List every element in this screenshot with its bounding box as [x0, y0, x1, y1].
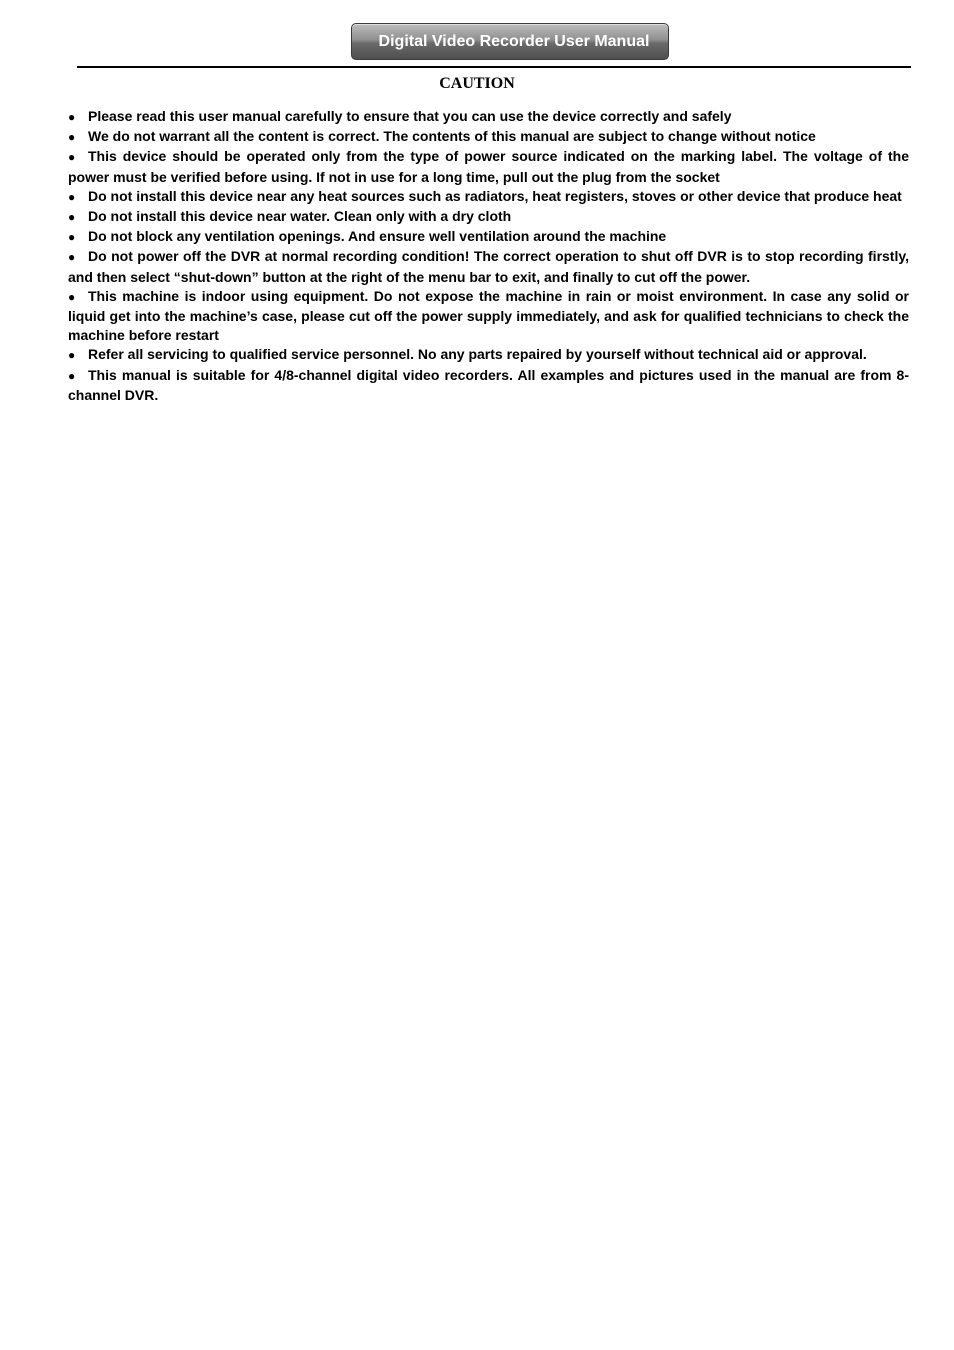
header-divider	[77, 66, 911, 68]
caution-item	[68, 107, 909, 127]
bullet-icon: ●	[68, 230, 76, 245]
caution-item-text: Do not install this device near water. Clean only with a dry cloth	[88, 208, 512, 225]
caution-list	[68, 107, 909, 405]
bullet-icon: ●	[68, 210, 76, 225]
caution-item-text: Do not install this device near any heat sources such as radiators, heat registers, stoves or other device that produce heat	[88, 187, 902, 204]
caution-item-text: This manual is suitable for 4/8-channel digital video recorders. All examples and pictures used in the manual are from 8-channel DVR.	[68, 366, 909, 403]
bullet-icon: ●	[68, 110, 76, 124]
caution-item-text: Do not power off the DVR at normal recording condition! The correct operation to shut off DVR is to stop recording firstly, and then select “shut-down” button at the right of the menu bar to exit, and finally to cut off the power.	[68, 248, 909, 285]
bullet-icon: ●	[68, 289, 76, 304]
caution-item-text: Refer all servicing to qualified service personnel. No any parts repaired by yourself without technical aid or approval.	[88, 346, 867, 363]
caution-item	[68, 127, 909, 147]
caution-item-text: This device should be operated only from the type of power source indicated on the marking label. The voltage of the power must be verified before using. If not in use for a long time, pull out the plug from the socket	[68, 148, 909, 185]
caution-item-text: This machine is indoor using equipment. Do not expose the machine in rain or moist environment. In case any solid or liquid get into the machine’s case, please cut off the power supply immediately, and ask for qualified technicians to check the machine before restart	[68, 287, 909, 344]
caution-item-text: We do not warrant all the content is correct. The contents of this manual are subject to change without notice	[88, 128, 816, 145]
caution-item	[68, 227, 909, 247]
caution-item	[68, 345, 909, 365]
bullet-icon: ●	[68, 368, 76, 383]
caution-item-text: Do not block any ventilation openings. And ensure well ventilation around the machine	[88, 228, 667, 245]
bullet-icon: ●	[68, 348, 76, 363]
manual-header-badge: Digital Video Recorder User Manual	[351, 23, 669, 60]
caution-item	[68, 366, 909, 405]
caution-item	[68, 147, 909, 186]
page-title: CAUTION	[439, 75, 515, 92]
caution-item	[68, 187, 909, 207]
bullet-icon: ●	[68, 150, 76, 165]
caution-item	[68, 287, 909, 346]
caution-item	[68, 247, 909, 286]
caution-item	[68, 207, 909, 227]
bullet-icon: ●	[68, 130, 76, 145]
caution-item-text: Please read this user manual carefully to ensure that you can use the device correctly and safely	[88, 108, 732, 124]
bullet-icon: ●	[68, 189, 76, 204]
bullet-icon: ●	[68, 250, 76, 265]
